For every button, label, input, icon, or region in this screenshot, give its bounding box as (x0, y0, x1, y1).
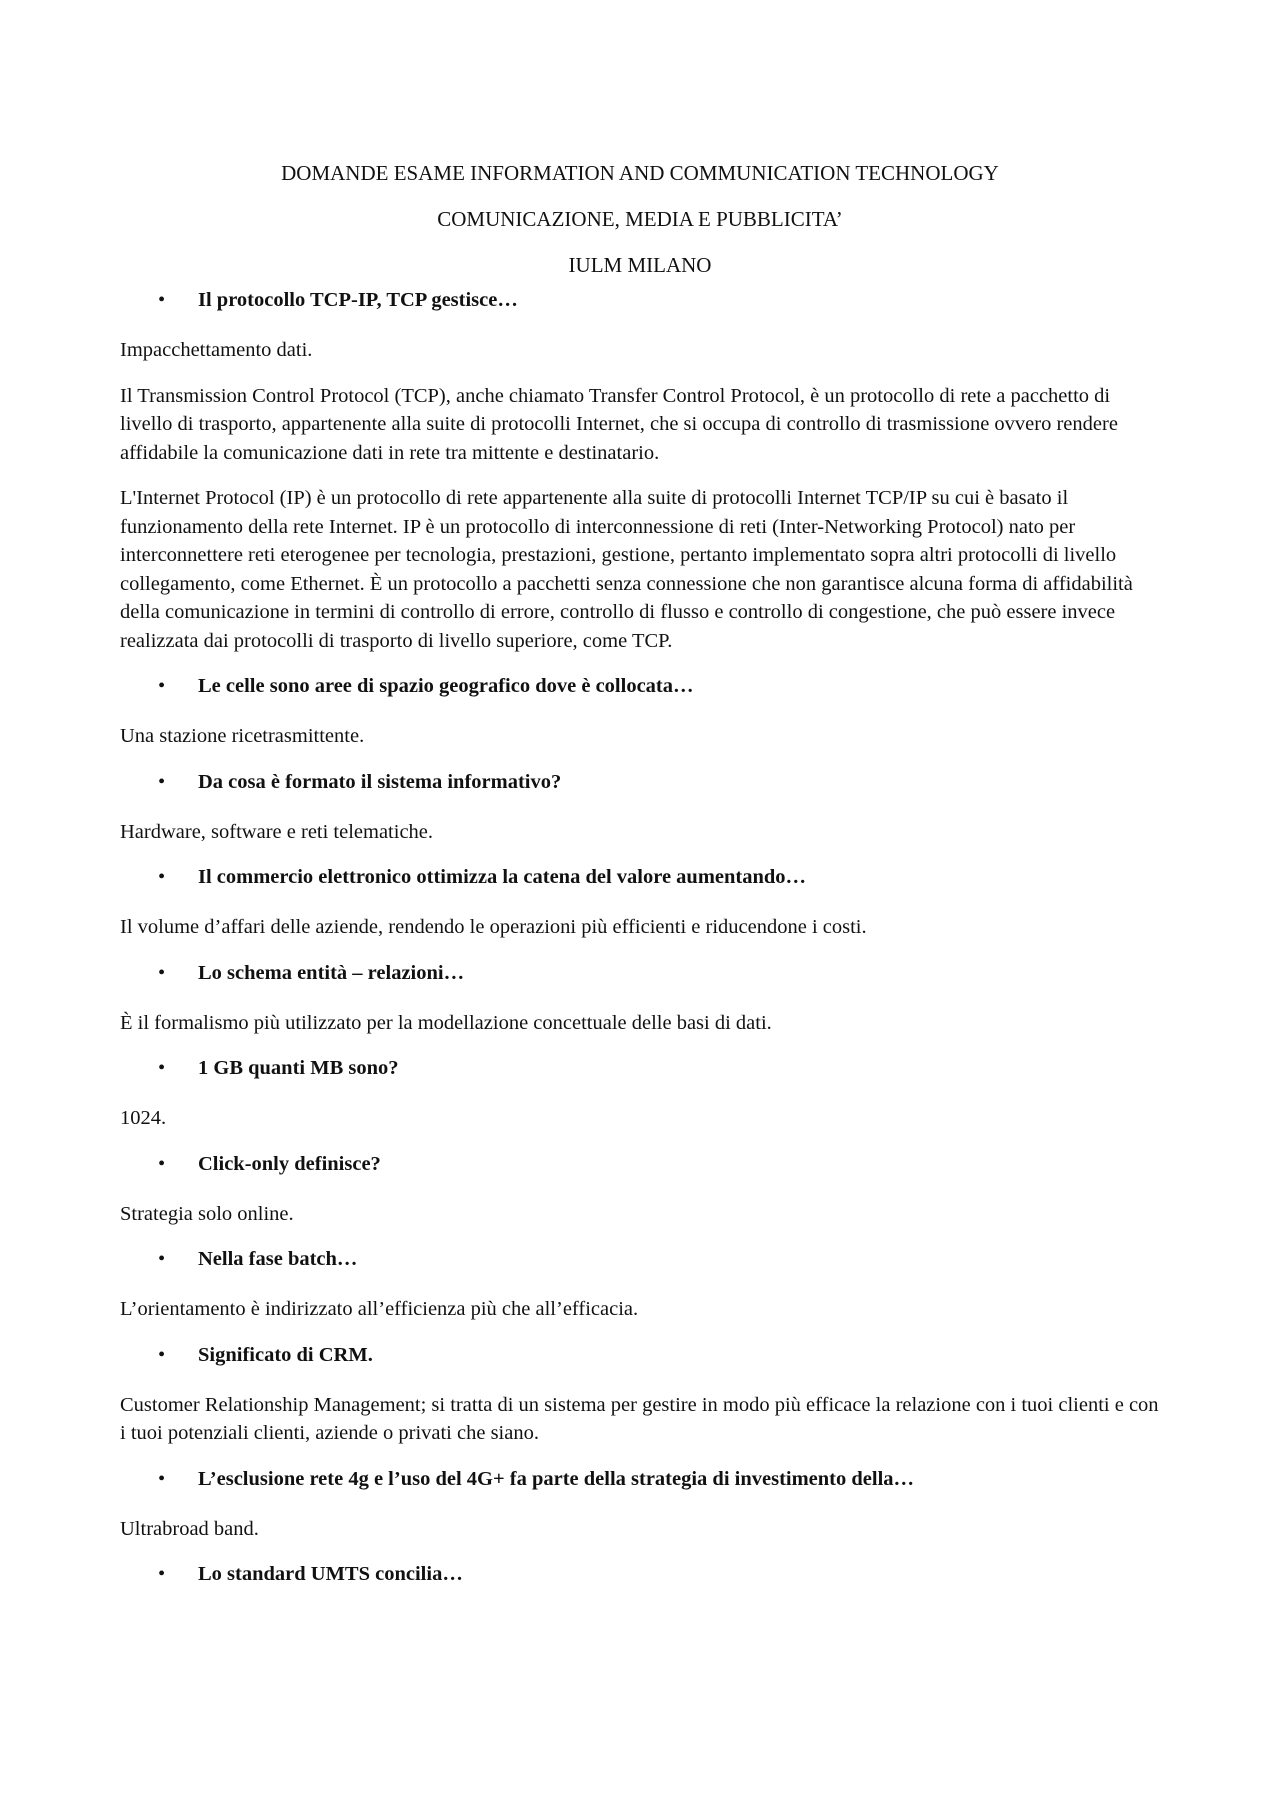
question-text: 1 GB quanti MB sono? (198, 1057, 399, 1079)
bullet-icon: • (158, 289, 166, 311)
bullet-icon: • (158, 1057, 166, 1079)
university-name: IULM MILANO (568, 253, 712, 277)
question-list (120, 286, 1160, 1588)
question-text: Il protocollo TCP-IP, TCP gestisce… (198, 289, 518, 311)
question-text: Da cosa è formato il sistema informativo? (198, 770, 562, 793)
question-text: Significato di CRM. (198, 1343, 373, 1366)
question-item (120, 1465, 1160, 1493)
answer-text: Strategia solo online. (120, 1202, 294, 1225)
answer-text: Una stazione ricetrasmittente. (120, 725, 365, 747)
question-item (120, 1560, 1160, 1588)
bullet-icon: • (158, 1152, 166, 1175)
bullet-icon: • (158, 961, 166, 984)
document-header (0, 150, 1280, 288)
bullet-icon: • (158, 1563, 166, 1585)
answer-text: Customer Relationship Management; si tratta di un sistema per gestire in modo più efficace la relazione con i tuoi clienti e con i tuoi potenziali clienti, aziende o privati che siano. (120, 1393, 1159, 1444)
answer-text: Il volume d’affari delle aziende, rendendo le operazioni più efficienti e riducendone i costi. (120, 916, 867, 938)
answer-text: 1024. (120, 1107, 167, 1129)
question-text: L’esclusione rete 4g e l’uso del 4G+ fa parte della strategia di investimento della… (198, 1467, 915, 1490)
question-text: Il commercio elettronico ottimizza la catena del valore aumentando… (198, 866, 807, 888)
question-item (120, 1150, 1160, 1178)
answer-text: È il formalismo più utilizzato per la modellazione concettuale delle basi di dati. (120, 1011, 772, 1034)
bullet-icon: • (158, 866, 166, 888)
answer-text: L'Internet Protocol (IP) è un protocollo di rete appartenente alla suite di protocolli Internet TCP/IP su cui è basato il funzionamento della rete Internet. IP è un protocollo di interconnessione di reti (Inter-Networking Protocol) nato per interconnettere reti eterogenee per tecnologia, prestazioni, gestione, pertanto implementato sopra altri protocolli di livello collegamento, come Ethernet. È un protocollo a pacchetti senza connessione che non garantisce alcuna forma di affidabilità della comunicazione in termini di controllo di errore, controllo di flusso e controllo di congestione, che può essere invece realizzata dai protocolli di trasporto di livello superiore, come TCP. (120, 487, 1133, 652)
question-item (120, 286, 1160, 314)
course-name: COMUNICAZIONE, MEDIA E PUBBLICITA’ (437, 207, 843, 231)
question-item (120, 1054, 1160, 1082)
question-item (120, 768, 1160, 796)
answer-text: Il Transmission Control Protocol (TCP), anche chiamato Transfer Control Protocol, è un protocollo di rete a pacchetto di livello di trasporto, appartenente alla suite di protocolli Internet, che si occupa di controllo di trasmissione ovvero rendere affidabile la comunicazione dati in rete tra mittente e destinatario. (120, 384, 1118, 464)
bullet-icon: • (158, 1248, 166, 1270)
question-text: Lo schema entità – relazioni… (198, 961, 465, 984)
bullet-icon: • (158, 1343, 166, 1366)
question-text: Lo standard UMTS concilia… (198, 1563, 463, 1585)
question-item (120, 1341, 1160, 1369)
answer-text: Ultrabroad band. (120, 1517, 259, 1540)
bullet-icon: • (158, 770, 166, 793)
answer-text: Hardware, software e reti telematiche. (120, 820, 434, 843)
question-item (120, 672, 1160, 700)
document-title: DOMANDE ESAME INFORMATION AND COMMUNICATION TECHNOLOGY (281, 161, 999, 185)
question-item (120, 959, 1160, 987)
answer-text: Impacchettamento dati. (120, 339, 313, 361)
answer-text: L’orientamento è indirizzato all’efficienza più che all’efficacia. (120, 1298, 639, 1320)
question-item (120, 1245, 1160, 1273)
question-text: Le celle sono aree di spazio geografico dove è collocata… (198, 675, 694, 697)
question-text: Nella fase batch… (198, 1248, 358, 1270)
bullet-icon: • (158, 1467, 166, 1490)
bullet-icon: • (158, 675, 166, 697)
question-text: Click-only definisce? (198, 1152, 381, 1175)
question-item (120, 863, 1160, 891)
